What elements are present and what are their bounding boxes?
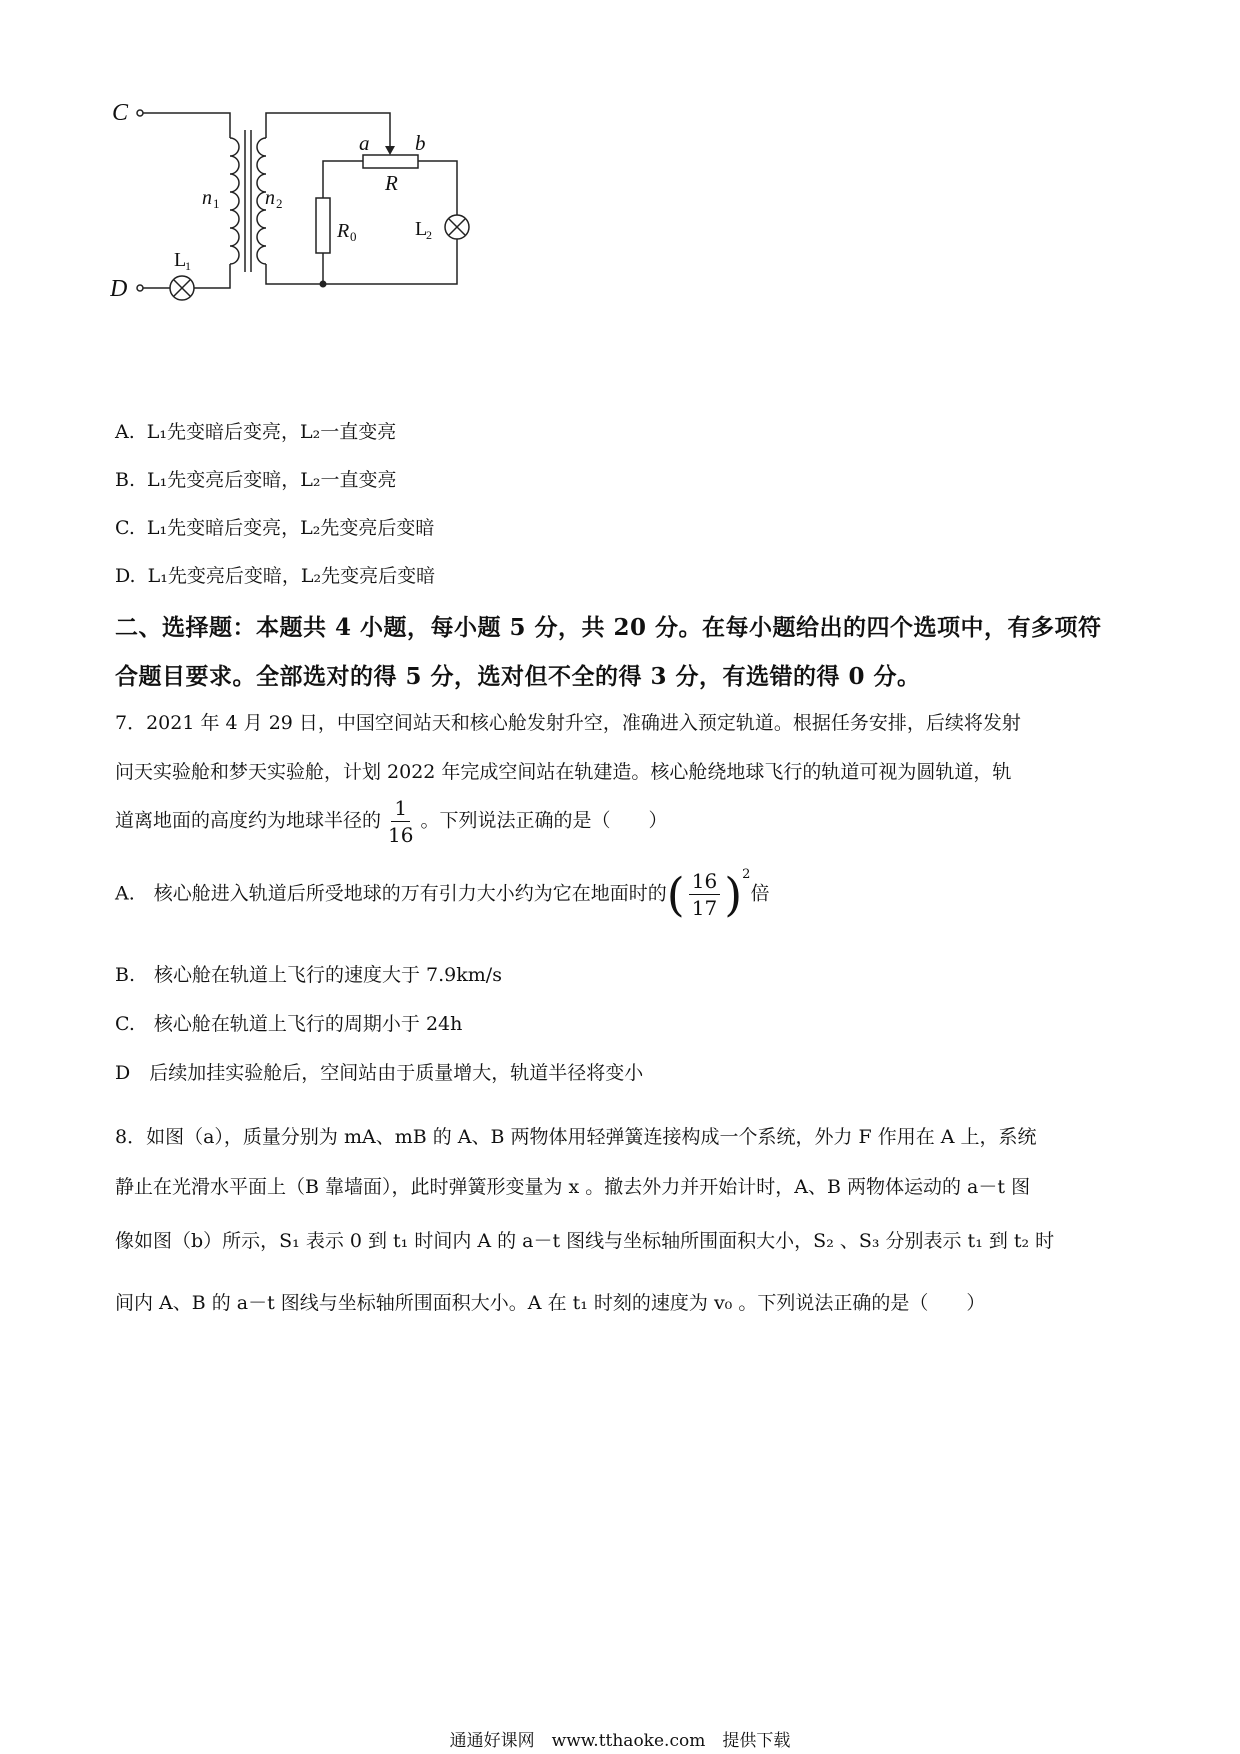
wire-secondary-bottom [266,239,457,284]
option-text: L₁先变亮后变暗，L₂先变亮后变暗 [147,565,436,587]
wire-rheostat-right [418,161,457,215]
label-d: D [110,276,128,302]
terminal-d [137,285,143,291]
primary-coil [230,138,239,264]
label-l1: L [174,249,187,271]
option-label: B. [115,469,136,491]
terminal-c [137,110,143,116]
q6-option-c [115,516,434,540]
q7-option-a-text: 核心舱进入轨道后所受地球的万有引力大小约为它在地面时的 [153,882,667,905]
q7-option-b: B. 核心舱在轨道上飞行的速度大于 7.9km/s [115,964,502,986]
label-l1-sub: 1 [185,259,191,273]
q7-option-a-post: 倍 [750,882,770,905]
fraction-denominator: 17 [691,896,718,920]
q7-line-1: 7．2021 年 4 月 29 日，中国空间站天和核心舱发射升空，准确进入预定轨道。根据任务安排，后续将发射 [115,712,1021,734]
label-r0: R [337,220,350,242]
q6-option-d [115,564,435,588]
q7-option-a: A. 核心舱进入轨道后所受地球的万有引力大小约为它在地面时的( $\frac{16}{17}$ )$^2$倍 [115,867,770,922]
resistor-r0 [316,198,330,253]
rheostat-r [363,155,418,168]
fraction [385,795,416,848]
q7-line-2: 问天实验舱和梦天实验舱，计划 2022 年完成空间站在轨建造。核心舱绕地球飞行的轨道可视为圆轨道，轨 [115,761,1012,783]
label-r: R [385,171,398,195]
label-n1-sub: 1 [213,196,220,211]
wire-c [143,113,230,138]
section-heading-line-2: 合题目要求。全部选对的得 5 分，选对但不全的得 3 分，有选错的得 0 分。 [115,663,921,690]
option-label: D. [115,565,136,587]
label-a: a [359,131,370,155]
q8-line-4: 间内 A、B 的 a－t 图线与坐标轴所围面积大小。A 在 t₁ 时刻的速度为 v₀ 。下列说法正确的是（ ） [115,1292,986,1314]
circuit-diagram [110,100,540,340]
q6-option-a [115,420,396,444]
label-n1: n [202,187,212,209]
q8-line-3: 像如图（b）所示，S₁ 表示 0 到 t₁ 时间内 A 的 a－t 图线与坐标轴所围面积大小，S₂ 、S₃ 分别表示 t₁ 到 t₂ 时 [115,1230,1055,1252]
label-r0-sub: 0 [350,229,357,244]
label-c: C [112,100,129,126]
q7-option-c: C. 核心舱在轨道上飞行的周期小于 24h [115,1013,463,1035]
fraction-numerator: 1 [391,795,410,822]
section-heading-line-1: 二、选择题：本题共 4 小题，每小题 5 分，共 20 分。在每小题给出的四个选项中，有多项符 [115,614,1102,641]
q7-line-3-pre: 道离地面的高度约为地球半径的 [115,809,382,832]
wire-primary-bottom [194,264,230,288]
fraction-denominator: 16 [388,823,414,847]
wire-rheostat-left [323,161,363,198]
q7-line-3-post: 。下列说法正确的是（ ） [420,809,668,832]
option-label: A. [115,421,135,443]
label-l2-sub: 2 [426,228,432,242]
q7-option-d: D 后续加挂实验舱后，空间站由于质量增大，轨道半径将变小 [115,1062,644,1084]
label-n2: n [265,187,275,209]
label-n2-sub: 2 [276,196,283,211]
label-b: b [415,131,426,155]
wire-secondary-top [266,113,390,138]
exponent: 2 [742,867,751,883]
option-text: L₁先变亮后变暗，L₂一直变亮 [147,469,397,491]
fraction-numerator: 16 [689,868,720,895]
q8-line-1: 8．如图（a），质量分别为 mA、mB 的 A、B 两物体用轻弹簧连接构成一个系统，外力 F 作用在 A 上，系统 [115,1126,1037,1148]
option-label: C. [115,517,135,539]
q7-line-3 [115,795,667,848]
q6-option-b [115,468,396,492]
option-text: L₁先变暗后变亮，L₂先变亮后变暗 [146,517,435,539]
option-label: A. [115,882,135,905]
fraction [689,868,720,921]
label-l2: L [415,218,428,240]
option-text: L₁先变暗后变亮，L₂一直变亮 [146,421,397,443]
junction-dot [320,281,327,288]
q8-line-2: 静止在光滑水平面上（B 靠墙面），此时弹簧形变量为 x 。撤去外力并开始计时，A、B 两物体运动的 a－t 图 [115,1176,1031,1198]
page-footer: 通通好课网 www.tthaoke.com 提供下载 [449,1731,791,1751]
